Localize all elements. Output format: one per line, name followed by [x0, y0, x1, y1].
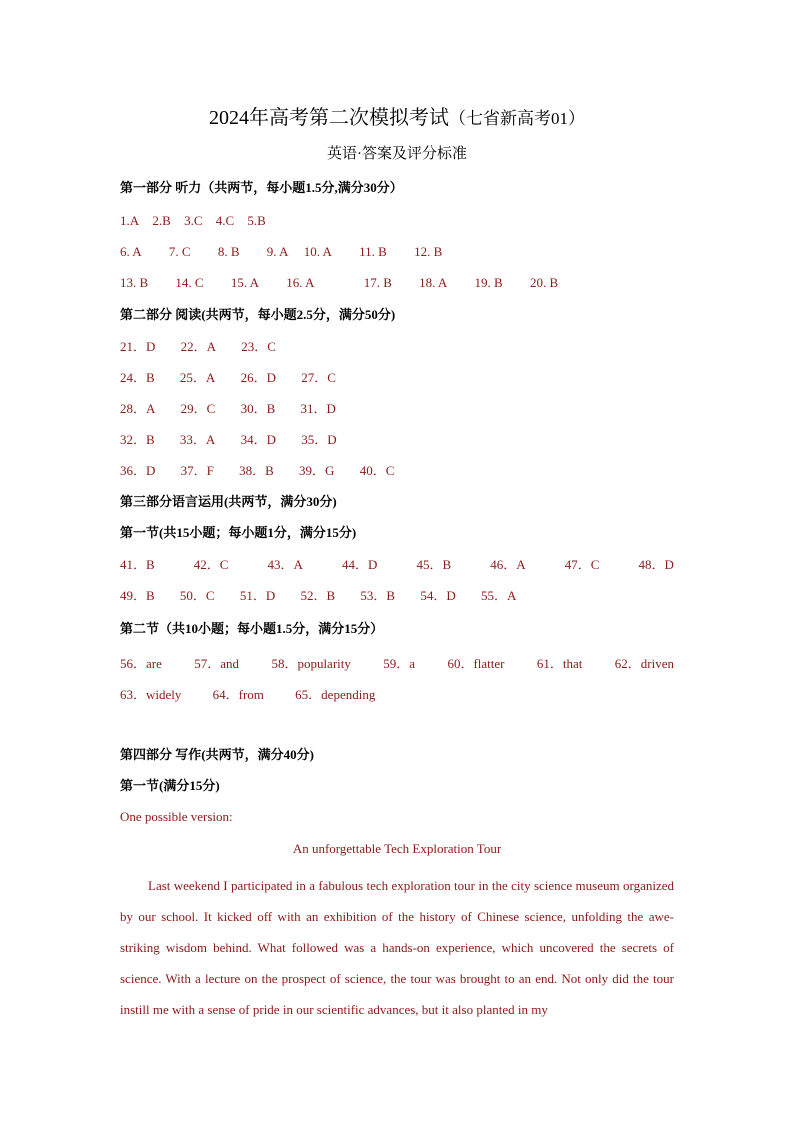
- part1-heading: 第一部分 听力（共两节，每小题1.5分,满分30分）: [120, 180, 403, 195]
- part3-section2-row-2: [120, 686, 375, 704]
- answer-item: 20. B: [529, 275, 559, 290]
- answer-item: 11. B: [359, 244, 387, 259]
- answer-item: 43．A: [267, 557, 303, 572]
- essay-intro: One possible version:: [120, 809, 233, 824]
- answer-item: 32．B: [120, 432, 155, 447]
- answer-item: 41．B: [120, 557, 155, 572]
- answer-item: 33．A: [179, 432, 216, 447]
- answer-item: 50．C: [179, 588, 215, 603]
- part1-row-3: [120, 274, 558, 292]
- answer-item: 26．D: [240, 370, 276, 385]
- answer-item: 9. A: [266, 244, 289, 259]
- page-subtitle: 英语·答案及评分标准: [327, 146, 467, 162]
- part4-section1-heading: 第一节(满分15分): [120, 778, 220, 793]
- answer-item: 29．C: [180, 401, 216, 416]
- answer-item: 15. A: [230, 275, 260, 290]
- answer-item: 24．B: [120, 370, 155, 385]
- answer-item: 2.B: [152, 213, 171, 228]
- part4-heading: 第四部分 写作(共两节，满分40分): [120, 747, 314, 762]
- part3-section2-row-1: [120, 655, 674, 673]
- answer-item: 44．D: [342, 557, 378, 572]
- answer-item: 53．B: [360, 588, 396, 603]
- answer-item: 39．G: [299, 463, 335, 478]
- answer-item: 64．from: [212, 687, 264, 702]
- answer-item: 23．C: [241, 339, 276, 354]
- answer-item: 30．B: [240, 401, 276, 416]
- answer-item: 45．B: [416, 557, 452, 572]
- answer-item: 5.B: [247, 213, 266, 228]
- part3-section2-heading: 第二节（共10小题；每小题1.5分，满分15分）: [120, 621, 384, 636]
- answer-item: 58．popularity: [271, 656, 351, 671]
- answer-item: 57．and: [194, 656, 240, 671]
- answer-item: 14. C: [175, 275, 204, 290]
- answer-item: 25．A: [179, 370, 216, 385]
- answer-item: 3.C: [184, 213, 203, 228]
- part1-row-2: [120, 243, 442, 261]
- answer-item: 13. B: [120, 275, 149, 290]
- answer-item: 35．D: [301, 432, 337, 447]
- answer-item: 7. C: [168, 244, 191, 259]
- answer-item: 18. A: [419, 275, 448, 290]
- part1-row-1: [120, 212, 266, 230]
- answer-item: 22．A: [180, 339, 217, 354]
- essay-title: An unforgettable Tech Exploration Tour: [292, 841, 502, 856]
- answer-item: 38．B: [239, 463, 274, 478]
- answer-item: 62．driven: [614, 656, 674, 671]
- answer-item: 19. B: [474, 275, 503, 290]
- part2-row-1: [120, 338, 276, 356]
- answer-item: 34．D: [240, 432, 276, 447]
- answer-item: 48．D: [638, 557, 674, 572]
- part3-section1-heading: 第一节(共15小题；每小题1分，满分15分): [120, 525, 357, 540]
- part2-row-4: [120, 431, 337, 449]
- answer-item: 51．D: [239, 588, 276, 603]
- answer-item: 49．B: [120, 588, 155, 603]
- answer-item: 65．depending: [295, 687, 376, 702]
- answer-item: 54．D: [420, 588, 456, 603]
- answer-item: 27．C: [301, 370, 336, 385]
- part3-heading: 第三部分语言运用(共两节，满分30分): [120, 494, 337, 509]
- part2-row-3: [120, 400, 336, 418]
- answer-item: 31．D: [300, 401, 336, 416]
- answer-item: 47．C: [564, 557, 600, 572]
- answer-item: 10. A: [303, 244, 332, 259]
- answer-item: 52．B: [300, 588, 336, 603]
- answer-item: 40．C: [359, 463, 395, 478]
- answer-item: 59．a: [383, 656, 416, 671]
- answer-item: 60．flatter: [447, 656, 505, 671]
- answer-item: 4.C: [215, 213, 235, 228]
- part2-heading: 第二部分 阅读(共两节，每小题2.5分，满分50分): [120, 307, 396, 322]
- answer-item: 61．that: [536, 656, 583, 671]
- answer-item: 21．D: [120, 339, 156, 354]
- part3-section1-row-2: [120, 587, 516, 605]
- title-main: 2024年高考第二次模拟考试: [209, 107, 449, 129]
- answer-item: 1.A: [120, 213, 140, 228]
- title-suffix: （七省新高考01）: [449, 109, 585, 128]
- answer-item: 56．are: [120, 656, 162, 671]
- answer-item: 46．A: [490, 557, 526, 572]
- essay-body: Last weekend I participated in a fabulous tech exploration tour in the city science museum organized by our school. It kicked off with an exhibition of the history of Chinese science, unfolding the awe-striking wisdom behind. What followed was a hands-on experience, which uncovered the secrets of science. With a lecture on the prospect of science, the tour was brought to an end. Not only did the tour instill me with a sense of pride in our scientific advances, but it also planted in my: [120, 878, 674, 1017]
- answer-item: 55．A: [480, 588, 517, 603]
- part3-section1-row-1: [120, 556, 674, 574]
- answer-item: 8. B: [217, 244, 240, 259]
- answer-item: 17. B: [363, 275, 392, 290]
- answer-item: 36．D: [120, 463, 156, 478]
- page-title: [0, 104, 794, 133]
- answer-item: 28．A: [120, 401, 156, 416]
- part2-row-5: [120, 462, 394, 480]
- answer-item: 42．C: [193, 557, 229, 572]
- answer-item: 37．F: [180, 463, 214, 478]
- answer-item: 63．widely: [120, 687, 182, 702]
- answer-item: 12. B: [414, 244, 443, 259]
- part2-row-2: [120, 369, 336, 387]
- answer-item: 6. A: [120, 244, 142, 259]
- answer-item: 16. A: [286, 275, 315, 290]
